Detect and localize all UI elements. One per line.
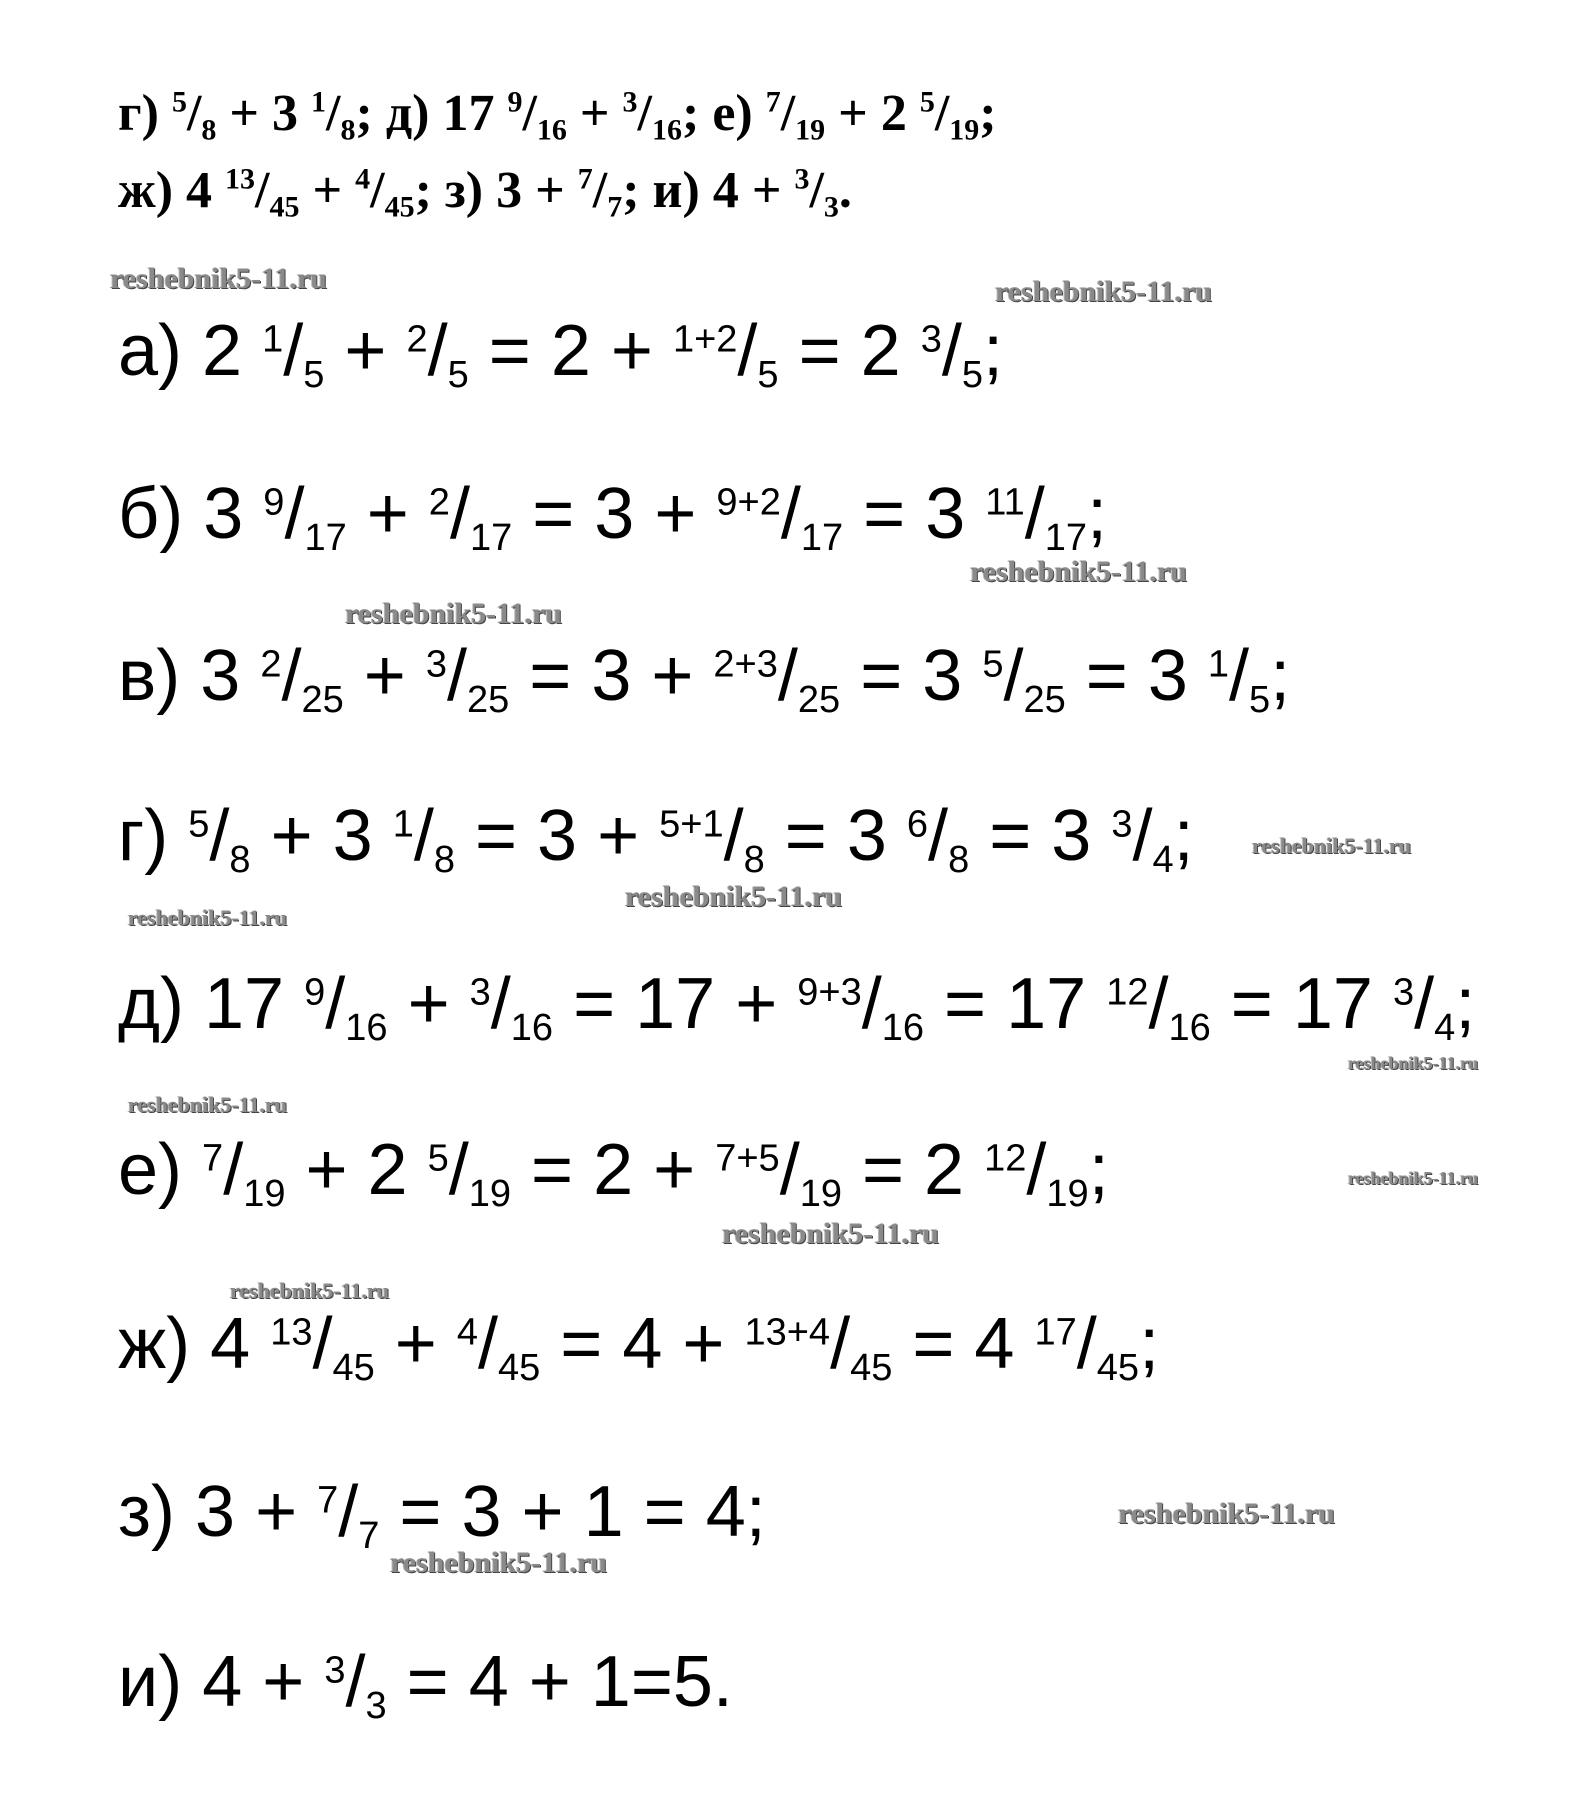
watermark: reshebnik5-11.ru — [995, 275, 1212, 308]
watermark: reshebnik5-11.ru — [128, 905, 288, 930]
solution-i: и) $4 + ^3/_3 = 4 + 1=5$. — [118, 1642, 733, 1728]
watermark: reshebnik5-11.ru — [625, 880, 842, 913]
task-line-1: г) $^5/_8 + 3$ $^1/_8$; д) 17 $^9/_{16} + ^3/_{16}$; е) $^7/_{19} + 2$ $^5/_{19}$; — [118, 85, 997, 147]
watermark: reshebnik5-11.ru — [128, 1092, 288, 1117]
watermark: reshebnik5-11.ru — [970, 555, 1187, 588]
watermark: reshebnik5-11.ru — [1252, 833, 1412, 858]
watermark: reshebnik5-11.ru — [345, 597, 562, 630]
watermark: reshebnik5-11.ru — [230, 1278, 390, 1303]
solution-e: е) $^7/_{19} + 2$ $^5/_{19} = 2 + ^{7+5}/_{19} = 2$ $^{12}/_{19}$; — [118, 1130, 1109, 1216]
solution-z: з) $3 + ^7/_7 = 3 + 1 = 4$; — [118, 1472, 766, 1558]
watermark: reshebnik5-11.ru — [390, 1546, 607, 1579]
watermark: reshebnik5-11.ru — [1348, 1053, 1479, 1073]
solution-g: г) $^5/_8 + 3$ $^1/_8 = 3 + ^{5+1}/_8 = 3$ $^6/_8 = 3$ $^3/_4$; — [118, 796, 1194, 882]
solution-b: б) 3 $^9/_{17} + ^2/_{17} = 3 + ^{9+2}/_{17} = 3$ $^{11}/_{17}$; — [118, 474, 1108, 560]
solution-zh: ж) 4 $^{13}/_{45} + ^4/_{45} = 4 + ^{13+4}/_{45} = 4$ $^{17}/_{45}$; — [118, 1304, 1160, 1390]
watermark: reshebnik5-11.ru — [110, 262, 327, 295]
watermark: reshebnik5-11.ru — [1118, 1497, 1335, 1530]
solution-a: а) 2 $^1/_5 + ^2/_5 = 2 + ^{1+2}/_5 = 2$ $^3/_5$; — [118, 311, 1003, 397]
watermark: reshebnik5-11.ru — [722, 1217, 939, 1250]
task-line-2: ж) 4 $^{13}/_{45} + ^4/_{45}$; з) $3 + ^7/_7$; и) $4 + ^3/_3$. — [118, 162, 852, 224]
solution-d: д) 17 $^9/_{16} + ^3/_{16} = 17 + ^{9+3}/_{16} = 17$ $^{12}/_{16} = 17$ $^3/_4$; — [118, 964, 1476, 1050]
watermark: reshebnik5-11.ru — [1348, 1168, 1479, 1188]
solution-v: в) 3 $^2/_{25} + ^3/_{25} = 3 + ^{2+3}/_{25} = 3$ $^5/_{25} = 3$ $^1/_5$; — [118, 636, 1291, 722]
